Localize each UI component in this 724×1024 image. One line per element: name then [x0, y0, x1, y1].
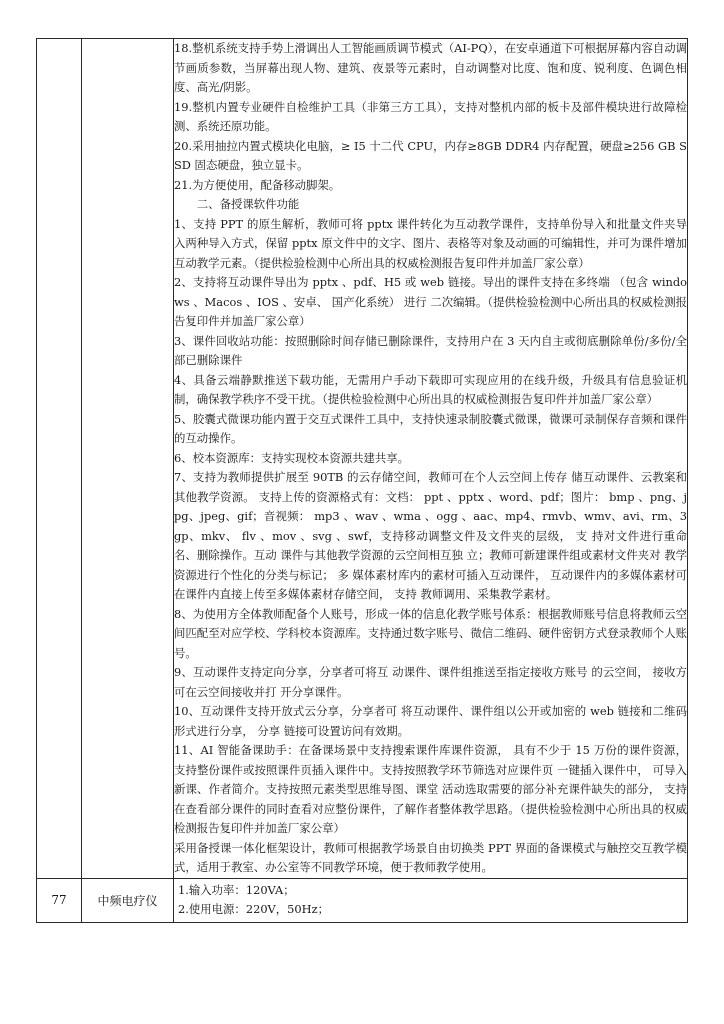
spec-paragraph: 1、支持 PPT 的原生解析，教师可将 pptx 课件转化为互动教学课件，支持单份导入和批量文件夹导入两种导入方式，保留 pptx 原文件中的文字、图片、表格等对象及动画的可编辑性，并可为课件增加互动教学元素。（提供检验检测中心所出具的权威检测报告复印件并加盖厂家公章） — [174, 216, 687, 270]
spec-paragraph: 21.为方便使用，配备移动脚架。 — [174, 177, 341, 192]
spec-paragraph: 7、支持为教师提供扩展至 90TB 的云存储空间，教师可在个人云空间上传存 储互动课件、云教案和其他教学资源。 支持上传的资源格式有：文档： ppt 、pptx 、word、pdf；图片： bmp 、png、jpg、jpeg、gif；音视频： mp3 、wav 、wma 、ogg 、aac、mp4、rmvb、wmv、avi、rm、3gp、mkv、 flv 、mov 、svg 、swf，支持移动调整文件及文件夹的层级， 支 持对文件进行重命名、删除操作。互动 课件与其他教学资源的云空间相互独 立；教师可新建课件组或素材文件夹对 教学资源进行个性化的分类与标记； 多 媒体素材库内的素材可插入互动课件， 互动课件内的多媒体素材可在课件内直接上传至多媒体素材存储空间， 支持 教师调用、采集教学素材。 — [174, 470, 687, 601]
table-row — [37, 878, 688, 922]
spec-paragraph: 3、课件回收站功能：按照删除时间存储已删除课件，支持用户在 3 天内自主或彻底删除单份/多份/全部已删除课件 — [174, 333, 687, 367]
spec-paragraph: 18.整机系统支持手势上滑调出人工智能画质调节模式（AI-PQ），在安卓通道下可根据屏幕内容自动调节画质参数，当屏幕出现人物、建筑、夜景等元素时，自动调整对比度、饱和度、锐利度、色调色相度、高光/阴影。 — [174, 41, 688, 94]
spec-paragraph: 10、互动课件支持开放式云分享，分享者可 将互动课件、课件组以公开或加密的 web 链接和二维码形式进行分享， 分享 链接可设置访问有效期。 — [174, 704, 687, 738]
table-row — [37, 39, 688, 879]
spec-paragraph: 2.使用电源：220V，50Hz； — [178, 902, 329, 916]
spec-paragraph: 20.采用抽拉内置式模块化电脑，≥ I5 十二代 CPU，内存≥8GB DDR4 内存配置，硬盘≥256 GB SSD 固态硬盘，独立显卡。 — [174, 138, 687, 172]
item-number-cell: 77 — [37, 878, 82, 922]
spec-description-cell — [174, 878, 688, 922]
spec-paragraph: 6、校本资源库：支持实现校本资源共建共享。 — [174, 450, 410, 465]
spec-table — [36, 38, 688, 923]
spec-description-cell — [174, 39, 688, 879]
spec-paragraph: 2、支持将互动课件导出为 pptx 、pdf、H5 或 web 链接。导出的课件支持在多终端 （包含 windows 、Macos 、IOS 、安卓、 国产化系统） 进行 二次编辑。（提供检验检测中心所出具的权威检测报告复印件并加盖厂家公章） — [174, 275, 687, 328]
spec-paragraph: 4、具备云端静默推送下载功能，无需用户手动下载即可实现应用的在线升级，升级具有信息验证机制，确保教学秩序不受干扰。（提供检验检测中心所出具的权威检测报告复印件并加盖厂家公章） — [174, 372, 687, 406]
item-name-cell: 中频电疗仪 — [82, 878, 174, 922]
spec-paragraph: 19.整机内置专业硬件自检维护工具（非第三方工具），支持对整机内部的板卡及部件模块进行故障检测、系统还原功能。 — [174, 99, 687, 133]
item-name-cell — [82, 39, 174, 879]
spec-paragraph: 8、为使用方全体教师配备个人账号，形成一体的信息化教学账号体系：根据教师账号信息将教师云空间匹配至对应学校、学科校本资源库。支持通过数字账号、微信二维码、硬件密钥方式登录教师个人账号。 — [174, 606, 687, 660]
spec-paragraph: 5、胶囊式微课功能内置于交互式课件工具中，支持快速录制胶囊式微课，微课可录制保存音频和课件的互动操作。 — [174, 411, 687, 445]
spec-paragraph: 1.输入功率：120VA； — [178, 882, 295, 897]
spec-paragraph: 9、互动课件支持定向分享，分享者可将互 动课件、课件组推送至指定接收方账号 的云空间， 接收方可在云空间接收并打 开分享课件。 — [174, 665, 687, 699]
spec-paragraph: 采用备授课一体化框架设计，教师可根据教学场景自由切换类 PPT 界面的备课模式与触控交互教学模式，适用于教室、办公室等不同教学环境，便于教师教学使用。 — [174, 840, 687, 874]
item-number-cell — [37, 39, 82, 879]
spec-paragraph: 11、AI 智能备课助手：在备课场景中支持搜索课件库课件资源， 具有不少于 15 万份的课件资源， 支持整份课件或按照课件页插入课件中。支持按照教学环节筛选对应课件页 一键插入课件中， 可导入新课、作者简介。支持按照元素类型思维导图、课堂 活动选取需要的部分补充课件缺失的部分， 支持在查看部分课件的同时查看对应整份课件，了解作者整体教学思路。（提供检验检测中心所出具的权威检测报告复印件并加盖厂家公章） — [174, 743, 687, 835]
section-heading: 二、备授课软件功能 — [196, 197, 300, 211]
